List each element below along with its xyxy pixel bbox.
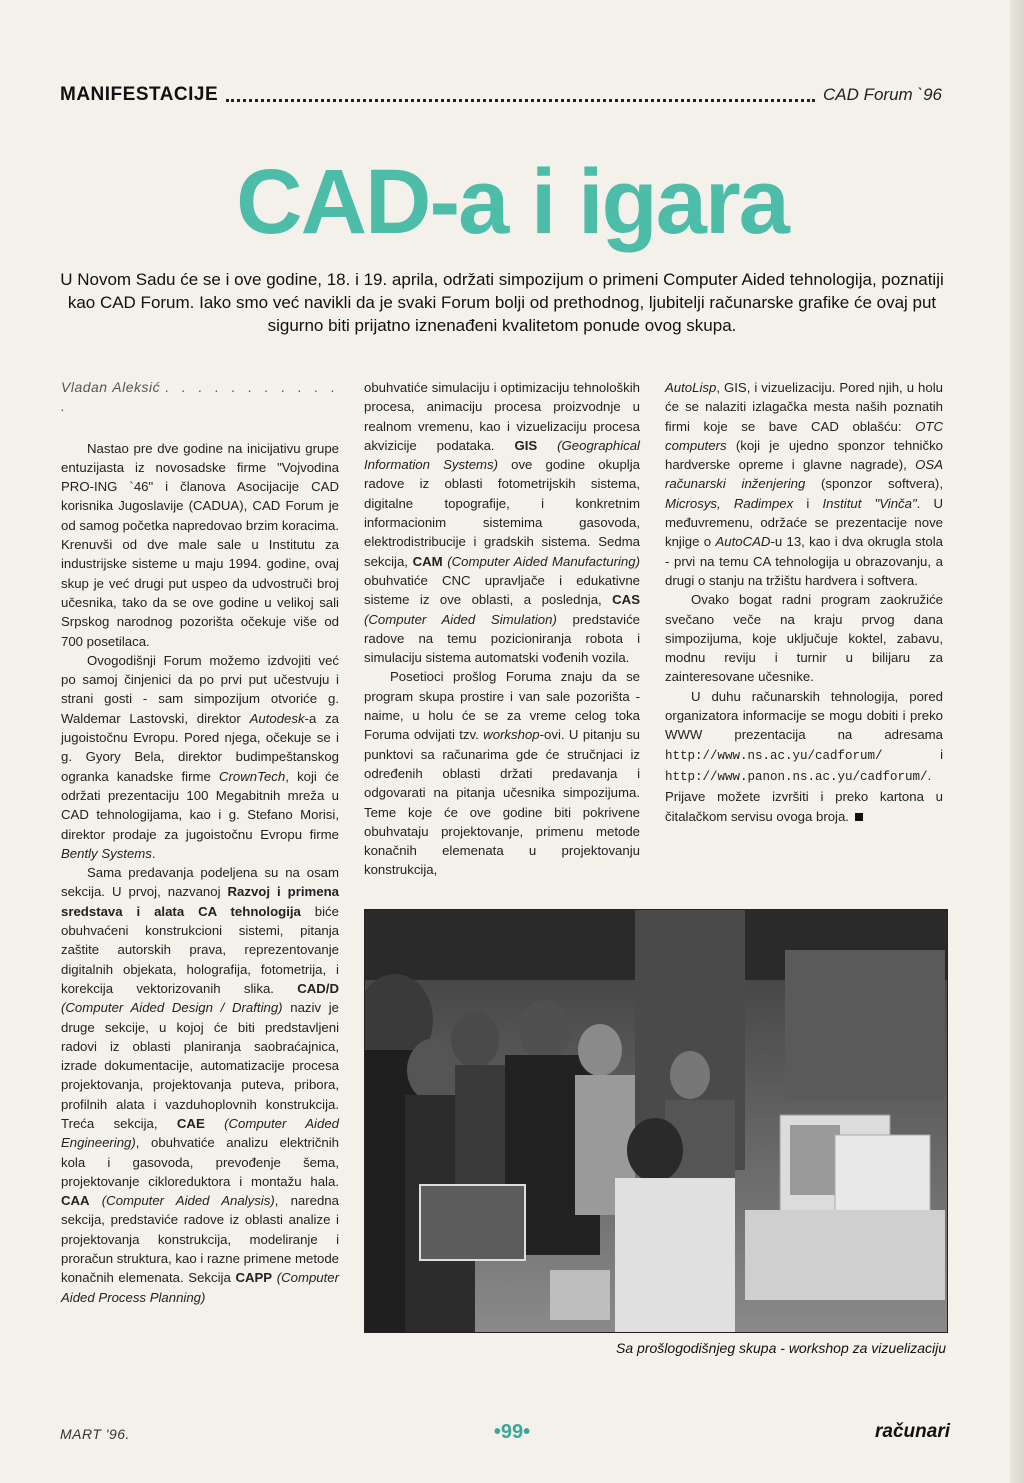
text-run: naziv je druge sekcije, u kojoj će biti predstavljeni radovi iz oblasti planiranja saobraćajnica, izrade dokumentacije, automatizacije procesa projektovanja, projektovanja puteva, pribora, profilnih alata i vazduhoplovnih konstrukcija. Treća sekcija, — [61, 1000, 339, 1131]
section-name: CAM — [412, 553, 443, 569]
section-name: Razvoj i primena sredstava i alata CA tehnologija — [61, 884, 339, 919]
section-name: CAE — [176, 1115, 205, 1131]
paragraph-5: Ovako bogat radni program zaokružiće svečano veče na kraju prvog dana simpozijuma, koje uključuje koktel, zabavu, modnu reviju i turnir u bilijaru za zainteresovane učesnike. — [665, 592, 943, 685]
header-leader-dots — [226, 85, 815, 102]
section-name: GIS — [514, 437, 538, 453]
section-full-name: (Computer Aided Simulation) — [364, 611, 557, 627]
text-column-3 — [665, 378, 943, 826]
article-photo — [364, 909, 948, 1333]
text-run: . — [151, 845, 156, 861]
url-2[interactable]: http://www.panon.ns.ac.yu/cadforum/ — [665, 769, 928, 784]
url-1[interactable]: http://www.ns.ac.yu/cadforum/ — [665, 748, 883, 763]
end-of-article-mark — [855, 813, 863, 821]
section-name: CAS — [612, 592, 640, 608]
product-name: AutoLisp — [665, 380, 717, 395]
company-name: OSA računarski inženjering — [665, 457, 943, 492]
text-run: obuhvatiće CNC upravljače i edukativne sisteme iz ove oblasti, a poslednja, — [364, 572, 640, 608]
page-header — [60, 80, 942, 110]
photo-caption: Sa prošlogodišnjeg skupa - workshop za vizuelizaciju — [616, 1340, 946, 1356]
article-title: CAD-a i igara — [236, 151, 788, 253]
company-name: Microsys, Radimpex — [665, 495, 794, 511]
text-run: (koji je ujedno sponzor tehničko hardverske opreme i glavne nagrade), — [665, 437, 943, 473]
product-name: AutoCAD — [715, 534, 771, 550]
text-run: , obuhvatiće analizu električnih kola i gasovoda, prevođenje šema, projektovanje cikloreduktora i montažu hala. — [61, 1135, 339, 1189]
section-name: CAD/D — [297, 980, 339, 996]
text-column-1 — [61, 378, 339, 1307]
paragraph-1: Nastao pre dve godine na inicijativu grupe entuzijasta iz novosadske firme "Vojvodina PRO-ING `46" i članova Asocijacije CAD korisnika Jugoslavije (CADUA), CAD Forum je od samog početka napredovao brzim koracima. Krenuvši od dve male sale u Institutu za industrijske sisteme u maju 1994. godine, ovaj skup je već drugi put uspeo da udvostruči broj učesnika, tako da se ove godine u velikoj sali Srpskog narodnog pozorišta očekuje više od 700 posetilaca. — [61, 440, 339, 649]
text-run: , naredna sekcija, predstaviće radove iz oblasti analize i projektovanja konstrukcija, modeliranje i proračun struktura, kao i razne primene metode konačnih elemenata. Sekcija — [61, 1193, 339, 1286]
text-run: obuhvatiće simulaciju i optimizaciju tehnoloških procesa, animaciju procesa proizvodnje u realnom vremenu, kao i vizuelizaciju procesa akvizicije podataka. — [364, 380, 640, 453]
section-full-name: (Computer Aided Process Planning) — [61, 1270, 339, 1305]
text-run: ove godine okuplja radove iz oblasti fotometrijskih sistema, digitalne topografije, i konkretnim informacionim sistemima gasovoda, elektrodistribucije i gradskih sistema. Sedma sekcija, — [364, 457, 640, 569]
paragraph-6 — [665, 687, 943, 826]
text-run: U duhu računarskih tehnologija, pored organizatora informacije se mogu dobiti i preko WWW prezentacija na adresama — [665, 688, 943, 743]
text-run: Ovogodišnji Forum možemo izdvojiti već po samoj činjenici da po prvi put učestvuju i strani gosti - sam simpozijum otvoriće g. Waldemar Lastovski, direktor — [61, 652, 339, 726]
footer-date: MART '96. — [60, 1426, 130, 1442]
section-full-name: (Computer Aided Design / Drafting) — [61, 1000, 283, 1016]
term: workshop — [483, 727, 540, 743]
section-full-name: (Geographical Information Systems) — [364, 437, 640, 473]
paragraph-3-part-1 — [61, 863, 339, 1307]
workshop-photo-illustration — [365, 910, 947, 1332]
author-dots: . . . . . . . . . . . . — [61, 379, 340, 415]
text-run: biće obuhvaćeni konstrukcioni sistemi, pitanja zaštite autorskih prava, reprezentovanje digitalnih objekata, holografija, fotometrija, i korekcija vektorizovanih slika. — [61, 903, 339, 996]
author-name: Vladan Aleksić — [61, 379, 161, 395]
author-byline — [61, 378, 339, 417]
company-name: Autodesk — [249, 710, 305, 726]
paragraph-3-part-2 — [364, 378, 640, 667]
company-name: Institut "Vinča" — [822, 495, 917, 511]
text-run: Posetioci prošlog Foruma znaju da se program skupa prostire i van sale pozorišta - naime, u holu će se za vreme celog toka Foruma odvijati tzv. — [364, 669, 640, 743]
text-run: -a za jugoistočnu Evropu. Pored njega, očekuje se i g. Gyory Bela, direktor budimpeštanskog ogranka kanadske firme — [61, 710, 339, 784]
section-label: MANIFESTACIJE — [60, 84, 219, 105]
paragraph-4-part-2 — [665, 378, 943, 590]
company-name: CrownTech — [219, 768, 286, 784]
paragraph-4-part-1 — [364, 667, 640, 879]
text-run: . Prijave možete izvršiti i preko kartona u čitalačkom servisu ovoga broja. — [665, 767, 943, 824]
text-run: Sama predavanja podeljena su na osam sekcija. U prvoj, nazvanoj — [61, 865, 339, 900]
company-name: Bently Systems — [61, 845, 152, 861]
text-run: . U međuvremenu, održaće se prezentacije nove knjige o — [665, 495, 944, 550]
page-number: •99• — [493, 1421, 531, 1443]
company-name: OTC computers — [665, 418, 943, 453]
magazine-name: računari — [875, 1421, 950, 1442]
text-run: -u 13, kao i dva okrugla stola - prvi na temu CA tehnologija u obrazovanju, a drugi o stanju na tržištu hardvera i softvera. — [665, 534, 944, 588]
issue-label: CAD Forum `96 — [822, 85, 942, 104]
text-run: predstaviće radove na temu pozicioniranja robota i simulaciju sistema automatski vođenih vozila. — [364, 611, 640, 666]
section-name: CAA — [61, 1193, 90, 1209]
text-column-2 — [364, 378, 640, 880]
text-run: , GIS, i vizuelizaciju. Pored njih, u holu će se nalaziti izlagačka mesta naših poznatih firmi koje se bave CAD oblašću: — [665, 380, 943, 434]
article-lead: U Novom Sadu će se i ove godine, 18. i 19. aprila, održati simpozijum o primeni Computer Aided tehnologija, poznatiji kao CAD Forum. Iako smo već navikli da je svaki Forum bolji od prethodnog, ljubitelji računarske grafike će ovaj put sigurno biti prijatno iznenađeni kvalitetom ponude ovog skupa. — [60, 270, 944, 335]
text-run: i — [793, 495, 823, 511]
paragraph-2 — [61, 651, 339, 863]
text-run: , koji će održati prezentaciju 100 Megabitnih mreža u CAD tehnologijama, kao i g. Stefano Morisi, direktor prodaje za jugoistočnu Evropu firme — [61, 768, 339, 842]
section-full-name: (Computer Aided Analysis) — [101, 1193, 275, 1209]
section-full-name: (Computer Aided Manufacturing) — [447, 553, 640, 569]
text-run: -ovi. U pitanju su punktovi sa računarima gde će stručnjaci iz određenih oblasti držati predavanja i odgovarati na pitanja učesnika simpozijuma. Teme koje će ove godine biti pokrivene obuhvataju projektovanje, primenu metode konačnih elemenata u projektovanju konstrukcija, — [364, 727, 640, 878]
section-name: CAPP — [235, 1270, 273, 1286]
text-run: (sponzor softvera), — [805, 476, 943, 492]
text-run: i — [882, 746, 943, 762]
section-full-name: (Computer Aided Engineering) — [61, 1115, 339, 1151]
